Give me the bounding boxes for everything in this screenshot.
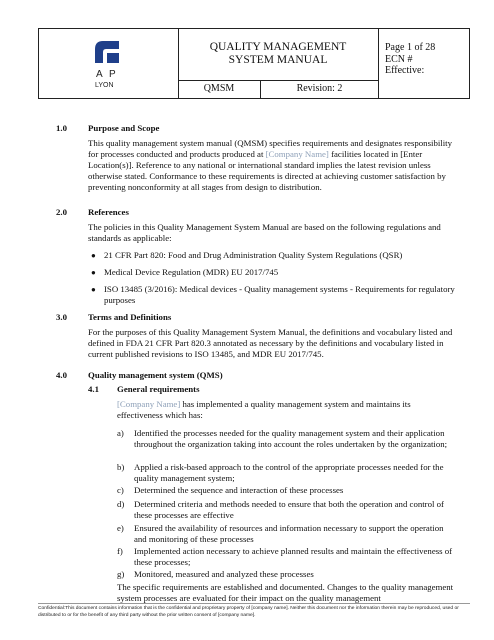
placeholder: [Company Name] [265, 149, 329, 160]
bullet: ● [91, 268, 96, 277]
list-label: d) [117, 499, 125, 509]
section-heading: Quality management system (QMS) [88, 370, 223, 380]
list-label: e) [117, 523, 124, 533]
list-item: Implemented action necessary to achieve planned results and maintain the effectiveness of these processes; [134, 546, 453, 568]
bullet: ● [91, 285, 96, 294]
ap-lyon-logo [92, 39, 124, 91]
svg-text:A: A [96, 69, 103, 80]
subsection-number: 4.1 [88, 384, 99, 394]
document-title [178, 41, 378, 67]
list-item: Determined the sequence and interaction of these processes [134, 485, 344, 495]
references-intro: The policies in this Quality Management System Manual are based on the following regulations and standards as applicable: [88, 222, 441, 244]
title-cell [178, 29, 379, 98]
effective-date: Effective: [385, 65, 425, 76]
list-item: Identified the processes needed for the quality management system and their application throughout the organization taking into account the roles undertaken by the organization; [134, 428, 448, 450]
list-item: Applied a risk-based approach to the control of the appropriate processes needed for the quality management system; [134, 462, 444, 484]
reference-item: ISO 13485 (3/2016): Medical devices - Quality management systems - Requirements for regulatory purposes [104, 284, 455, 306]
list-label: c) [117, 485, 124, 495]
closing-paragraph: The specific requirements are established and documented. Changes to the quality management system processes are evaluated for their impact on the quality management [117, 582, 454, 604]
definitions-paragraph: For the purposes of this Quality Management System Manual, the definitions and vocabulary listed and defined in FDA 21 CFR Part 820.3 annotated as necessary by the definitions and vocabulary listed in current published revisions to ISO 13485, and MDR EU 2017/745. [88, 327, 453, 360]
purpose-paragraph: This quality management system manual (QMSM) specifies requirements and designates responsibility for processes conducted and products produced at [Company Name] facilities located in [Enter Location(s)]. Reference to any national or international standard implies the latest revision unless otherwise stated. Conformance to these requirements is directed at achieving customer satisfaction by preventing nonconformity at all stages from design to distribution. [88, 138, 453, 193]
confidentiality-footer: Confidential:This document contains information that is the confidential and proprietary property of [company name]. Neither this document nor the information therein may be reproduced, used or distributed to or for the benefit of any third party without the prior written consent of [company name]. [38, 606, 459, 618]
bullet: ● [91, 251, 96, 260]
section-number: 2.0 [56, 207, 67, 217]
list-item: Determined criteria and methods needed to ensure that both the operation and control of these processes are effective [134, 499, 444, 521]
list-label: g) [117, 569, 125, 579]
list-label: f) [117, 546, 123, 556]
meta-cell [379, 29, 469, 98]
reference-item: Medical Device Regulation (MDR) EU 2017/745 [104, 267, 279, 277]
list-label: b) [117, 462, 125, 472]
document-header [38, 28, 470, 99]
svg-text:LYON: LYON [95, 82, 114, 89]
doc-code: QMSM [203, 83, 235, 94]
section-number: 1.0 [56, 123, 67, 133]
section-number: 3.0 [56, 312, 67, 322]
requirements-intro: [Company Name] has implemented a quality management system and maintains its effectiveness which has: [117, 399, 411, 421]
section-number: 4.0 [56, 370, 67, 380]
section-heading: Terms and Definitions [88, 312, 172, 322]
footer-rule [38, 603, 470, 604]
placeholder: [Company Name] [117, 399, 181, 409]
list-label: a) [117, 428, 124, 438]
page-number: Page 1 of 28 [385, 42, 436, 53]
doc-meta [385, 42, 435, 77]
doc-code-row [178, 80, 378, 98]
revision: Revision: 2 [296, 83, 343, 94]
section-heading: References [88, 207, 129, 217]
subsection-heading: General requirements [117, 384, 200, 394]
title-line-2: SYSTEM MANUAL [228, 54, 328, 66]
list-item: Monitored, measured and analyzed these processes [134, 569, 314, 579]
list-item: Ensured the availability of resources and information necessary to support the operation and monitoring of these processes [134, 523, 444, 545]
svg-text:P: P [109, 69, 116, 80]
ecn-number: ECN # [385, 53, 413, 65]
logo-cell [39, 29, 179, 98]
title-line-1: QUALITY MANAGEMENT [209, 41, 347, 53]
section-heading: Purpose and Scope [88, 123, 160, 133]
reference-item: 21 CFR Part 820: Food and Drug Administration Quality System Regulations (QSR) [104, 250, 403, 260]
